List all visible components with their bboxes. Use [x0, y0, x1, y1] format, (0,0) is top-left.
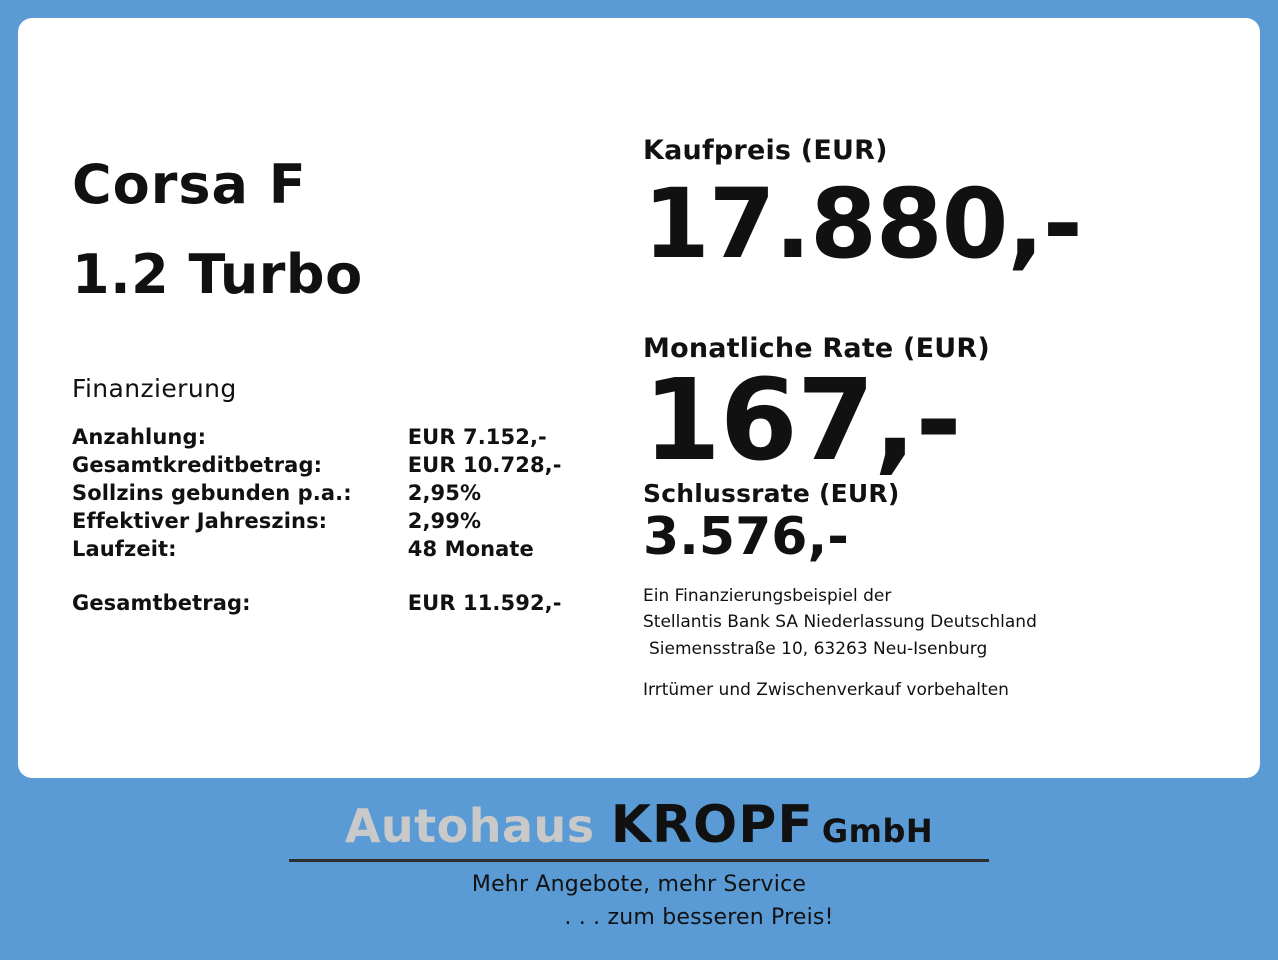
table-row — [72, 591, 562, 619]
finance-label-effektiver-jahreszins: Effektiver Jahreszins: — [72, 509, 328, 533]
finance-label-gesamtbetrag: Gesamtbetrag: — [72, 591, 251, 615]
final-rate-value: 3.576,- — [643, 507, 849, 568]
offer-card — [18, 18, 1260, 778]
brand-divider — [289, 859, 989, 862]
vehicle-and-finance-column — [72, 153, 592, 619]
final-rate-block — [643, 479, 1223, 568]
disclaimer-line-3: Siemensstraße 10, 63263 Neu-Isenburg — [649, 638, 988, 659]
dealer-brand-prefix: Autohaus — [344, 799, 595, 853]
dealer-footer — [0, 795, 1278, 930]
monthly-rate-label: Monatliche Rate (EUR) — [643, 332, 990, 364]
finance-label-laufzeit: Laufzeit: — [72, 537, 177, 561]
finance-value-laufzeit: 48 Monate — [407, 537, 534, 561]
finance-details-table — [72, 425, 562, 619]
dealer-slogan-line-1: Mehr Angebote, mehr Service — [471, 872, 807, 897]
disclaimer-line-1: Ein Finanzierungsbeispiel der — [643, 585, 892, 606]
finance-value-gesamtbetrag: EUR 11.592,- — [407, 591, 562, 615]
disclaimer-block — [643, 583, 1223, 662]
purchase-price-value: 17.880,- — [643, 167, 1082, 280]
vehicle-model: Corsa F — [72, 153, 307, 216]
vehicle-variant: 1.2 Turbo — [72, 243, 363, 306]
table-spacer-row — [72, 565, 562, 591]
final-rate-label: Schlussrate (EUR) — [643, 479, 900, 509]
dealer-brand-name: KROPF — [610, 795, 814, 855]
table-row — [72, 481, 562, 509]
finance-value-effektiver-jahreszins: 2,99% — [407, 509, 482, 533]
finance-label-anzahlung: Anzahlung: — [72, 425, 207, 449]
price-column — [643, 136, 1223, 700]
disclaimer-line-4: Irrtümer und Zwischenverkauf vorbehalten — [643, 680, 1009, 700]
table-row — [72, 453, 562, 481]
finance-value-sollzins: 2,95% — [407, 481, 482, 505]
table-row — [72, 537, 562, 565]
finance-label-sollzins: Sollzins gebunden p.a.: — [72, 481, 352, 505]
monthly-rate-value: 167,- — [643, 356, 961, 487]
monthly-rate-block — [643, 332, 1223, 487]
dealer-slogan-line-2: . . . zum besseren Preis! — [564, 905, 834, 930]
finance-value-gesamtkreditbetrag: EUR 10.728,- — [407, 453, 562, 477]
dealer-brand-suffix: GmbH — [821, 812, 934, 850]
purchase-price-label: Kaufpreis (EUR) — [643, 135, 888, 166]
table-row — [72, 509, 562, 537]
finance-label-gesamtkreditbetrag: Gesamtkreditbetrag: — [72, 453, 323, 477]
disclaimer-line-2: Stellantis Bank SA Niederlassung Deutschland — [643, 612, 1037, 633]
finance-value-anzahlung: EUR 7.152,- — [407, 425, 547, 449]
finance-section-title: Finanzierung — [72, 374, 237, 403]
dealer-logo — [289, 795, 989, 862]
table-row — [72, 425, 562, 453]
